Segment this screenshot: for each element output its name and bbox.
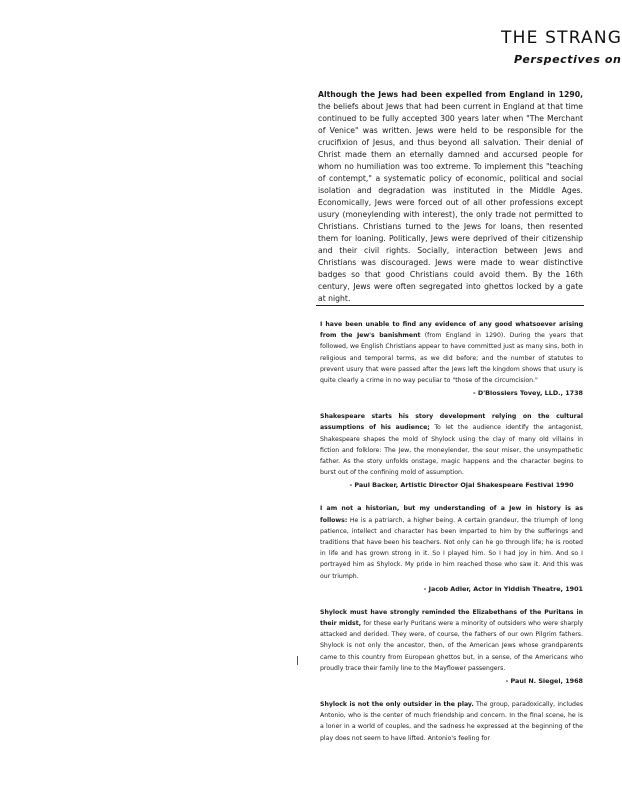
intro-paragraph <box>318 89 583 305</box>
quote-lead: I have been unable to find any evidence of any good whatsoever arising from the Jew's banishment <box>320 321 583 340</box>
section-divider <box>316 305 584 306</box>
quote-attribution: - Paul N. Siegel, 1968 <box>505 677 583 686</box>
page-title: THE STRANG <box>501 28 622 48</box>
intro-lead: Although the Jews had been expelled from England in 1290, <box>318 90 583 99</box>
quote-body <box>320 699 583 744</box>
quotes-section <box>320 319 583 757</box>
intro-text: the beliefs about Jews that had been current in England at that time continued to be fully accepted 300 years later when "The Merchant of Venice" was written. Jews were held to be responsible for the crucifixion of Jesus, and thus beyond all salvation. Their denial of Christ made them an eternally damned and accursed people for whom no humiliation was too extreme. To implement this "teaching of contempt," a systematic policy of economic, political and social isolation and degradation was instituted in the Middle Ages. Economically, Jews were forced out of all other professions except usury (moneylending with interest), the only trade not permitted to Christians. Christians turned to the Jews for loans, then resented them for loaning. Politically, Jews were deprived of their citizenship and their civil rights. Socially, interaction between Jews and Christians was discouraged. Jews were made to wear distinctive badges so that good Christians could avoid them. By the 16th century, Jews were often segregated into ghettos locked by a gate at night. <box>318 102 583 303</box>
quote-text: He is a patriarch, a higher being. A certain grandeur, the triumph of long patience, intellect and character has been imparted to him by the sufferings and traditions that have been his teachers. Not only can he go through life; he is rooted in life and has grown strong in it. So I played him. So I had joy in him. And so I portrayed him as Shylock. My pride in him reached those who saw it. And this was our triumph. <box>320 516 583 580</box>
quote-text: for these early Puritans were a minority of outsiders who were sharply attacked and derided. They were, of course, the fathers of our own Pilgrim fathers. Shylock is not only the ancestor, then, of the American Jews whose grandparents came to this country from European ghettos but, in a sense, of the Americans who proudly trace their family line to the Mayflower passengers. <box>320 620 583 672</box>
quote-tovey <box>320 319 583 398</box>
quote-text: (from England in 1290). During the years that followed, we English Christians appear to have committed just as many sins, both in religious and temporal terms, as we did before; and the number of statutes to prevent usury that were passed after the Jews left the kingdom shows that usury is quite clearly a crime in no way peculiar to "those of the circumcision." <box>320 332 584 385</box>
quote-attribution: - D'Blossiers Tovey, LLD., 1738 <box>473 389 583 398</box>
quote-backer <box>320 411 583 490</box>
quote-lead: Shylock is not the only outsider in the play. <box>320 701 474 709</box>
margin-mark <box>297 656 298 665</box>
quote-text: To let the audience identify the antagonist, Shakespeare shapes the mold of Shylock using the clay of many old villains in fiction and folklore: The Jew, the moneylender, the sour miser, the unsympathetic father. As the story unfolds onstage, magic happens and the character begins to burst out of the confining mold of assumption. <box>320 424 583 477</box>
quote-siegel <box>320 607 583 686</box>
quote-lead: Shakespeare starts his story development relying on the cultural assumptions of his audience; <box>320 413 583 432</box>
quote-adler <box>320 503 583 593</box>
quote-lead: I am not a historian, but my understanding of a Jew in history is as follows: <box>320 505 583 524</box>
quote-attribution: - Jacob Adler, Actor in Yiddish Theatre, 1901 <box>423 584 583 593</box>
quote-body <box>320 607 583 674</box>
quote-text: The group, paradoxically, includes Antonio, who is the center of much friendship and concern. In the final scene, he is a loner in a world of couples, and the sadness he expressed at the beginning of the play does not seem to have lifted. Antonio's feeling for <box>320 701 583 742</box>
page-subtitle: Perspectives on <box>514 53 622 66</box>
quote-outsider <box>320 699 583 744</box>
quote-body <box>320 319 583 386</box>
quote-lead: Shylock must have strongly reminded the Elizabethans of the Puritans in their midst, <box>320 608 583 628</box>
quote-body <box>320 411 583 478</box>
quote-attribution: - Paul Backer, Artistic Director Ojai Shakespeare Festival 1990 <box>349 481 574 490</box>
quote-body <box>320 503 583 581</box>
